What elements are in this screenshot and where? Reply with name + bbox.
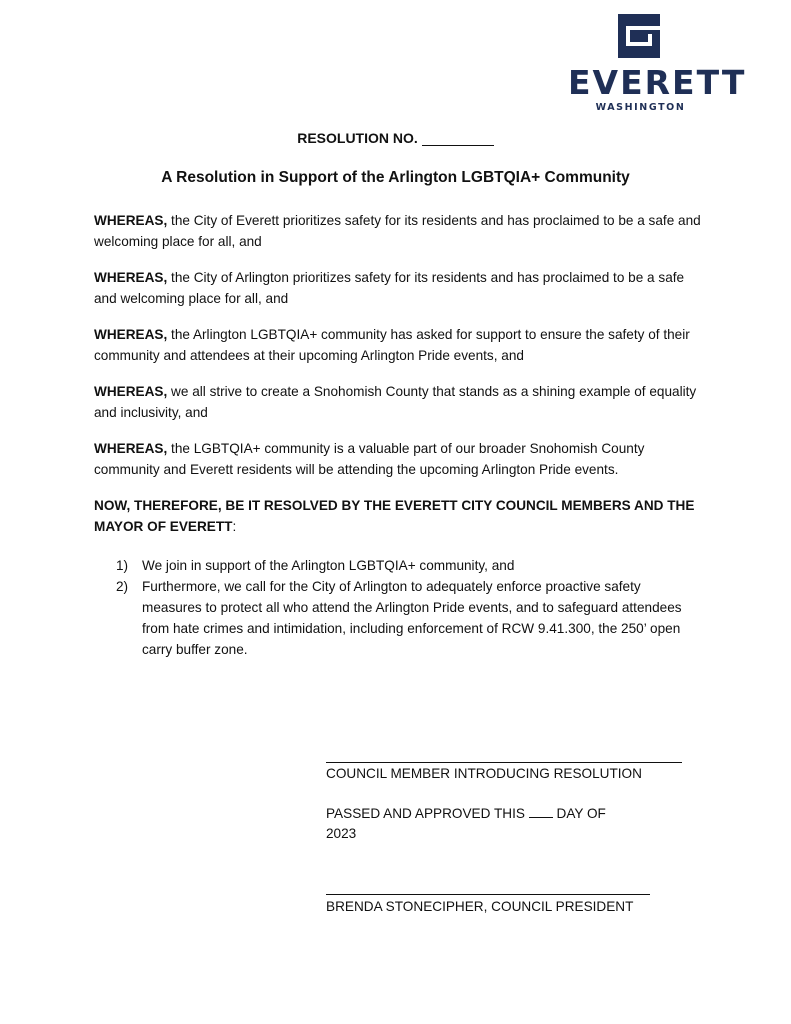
whereas-lead: WHEREAS, <box>94 384 168 399</box>
document-title: A Resolution in Support of the Arlington LGBTQIA+ Community <box>161 169 630 186</box>
resolution-number-blank <box>422 131 494 146</box>
whereas-clause <box>94 267 704 309</box>
passed-prefix: PASSED AND APPROVED THIS <box>326 806 525 821</box>
passed-year: 2023 <box>326 826 357 841</box>
resolution-number <box>0 130 791 146</box>
resolved-colon: : <box>232 519 237 534</box>
resolution-number-label: RESOLUTION NO. <box>297 130 418 146</box>
whereas-text: the LGBTQIA+ community is a valuable part of our broader Snohomish County community and Everett residents will be attending the upcoming Arlington Pride events. <box>94 441 645 477</box>
resolved-clause <box>94 495 704 537</box>
resolution-items <box>94 555 704 660</box>
whereas-text: the City of Everett prioritizes safety for its residents and has proclaimed to be a safe and welcoming place for all, and <box>94 213 701 249</box>
resolved-text: NOW, THEREFORE, BE IT RESOLVED BY THE EVERETT CITY COUNCIL MEMBERS AND THE MAYOR OF EVERETT <box>94 498 695 534</box>
logo-subtitle: WASHINGTON <box>595 102 686 113</box>
whereas-clause <box>94 210 704 252</box>
whereas-text: the Arlington LGBTQIA+ community has asked for support to ensure the safety of their community and attendees at their upcoming Arlington Pride events, and <box>94 327 690 363</box>
item-number: 1) <box>116 558 129 573</box>
item-text: Furthermore, we call for the City of Arlington to adequately enforce proactive safety measures to protect all who attend the Arlington Pride events, and to safeguard attendees from hate crimes and intimidation, including enforcement of RCW 9.41.300, the 250’ open carry buffer zone. <box>142 579 682 657</box>
list-item <box>94 576 704 660</box>
everett-logo-mark-icon <box>618 14 660 58</box>
item-text: We join in support of the Arlington LGBTQIA+ community, and <box>142 558 515 573</box>
list-item <box>94 555 704 576</box>
passed-approved-block <box>326 804 606 844</box>
whereas-lead: WHEREAS, <box>94 327 168 342</box>
whereas-text: we all strive to create a Snohomish County that stands as a shining example of equality and inclusivity, and <box>94 384 697 420</box>
whereas-lead: WHEREAS, <box>94 270 168 285</box>
logo-wordmark: EVERETT <box>568 63 747 102</box>
passed-approved-line <box>326 804 606 824</box>
whereas-lead: WHEREAS, <box>94 213 168 228</box>
item-number: 2) <box>116 579 129 594</box>
whereas-lead: WHEREAS, <box>94 441 168 456</box>
resolution-body <box>94 210 704 660</box>
president-signature-line <box>326 894 650 895</box>
introducer-label: COUNCIL MEMBER INTRODUCING RESOLUTION <box>326 766 642 781</box>
whereas-clause <box>94 381 704 423</box>
whereas-text: the City of Arlington prioritizes safety for its residents and has proclaimed to be a safe and welcoming place for all, and <box>94 270 685 306</box>
whereas-clause <box>94 324 704 366</box>
day-blank <box>529 805 553 818</box>
whereas-clause <box>94 438 704 480</box>
introducer-signature-line <box>326 762 682 763</box>
president-label: BRENDA STONECIPHER, COUNCIL PRESIDENT <box>326 899 634 914</box>
passed-suffix: DAY OF <box>556 806 606 821</box>
everett-logo <box>568 14 747 116</box>
